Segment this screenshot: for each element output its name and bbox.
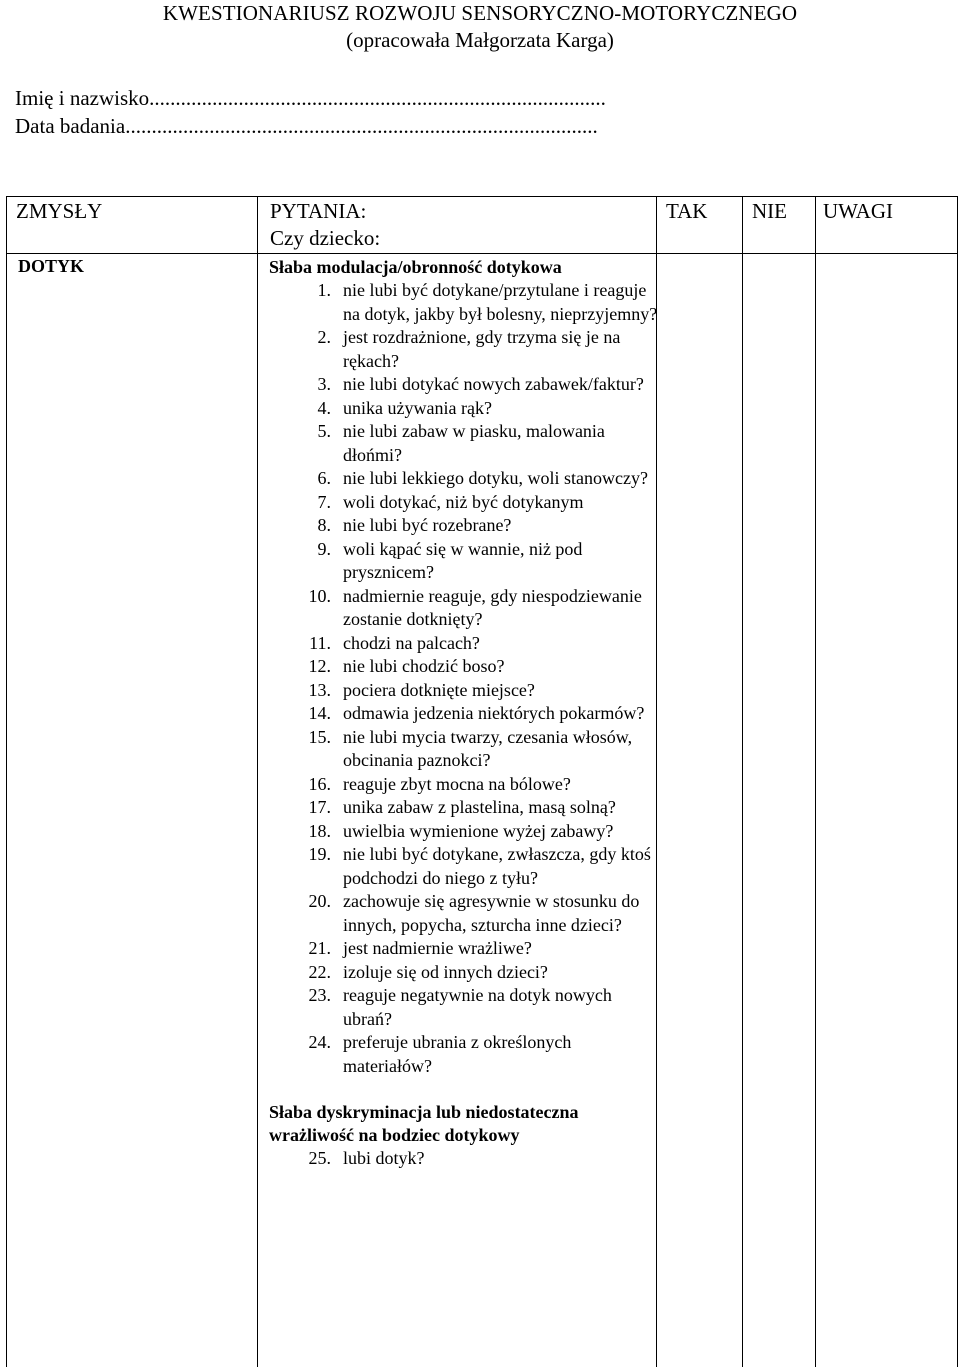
question-item — [269, 796, 664, 820]
questionnaire-table — [6, 196, 958, 1367]
question-item — [269, 326, 664, 373]
question-number: 24. — [308, 1032, 331, 1052]
question-number: 11. — [309, 632, 331, 653]
column-divider — [815, 197, 816, 1367]
question-list — [269, 279, 664, 1078]
question-text: nie lubi być dotykane/przytulane i reaguje na dotyk, jakby był bolesny, nieprzyjemny? — [343, 280, 658, 324]
question-list — [269, 1147, 664, 1171]
question-number: 15. — [308, 726, 331, 747]
question-number: 6. — [317, 468, 331, 488]
section-touch: DOTYK — [18, 256, 85, 276]
question-item — [269, 538, 664, 585]
question-item — [269, 491, 664, 515]
question-text: jest nadmiernie wrażliwe? — [343, 938, 532, 958]
questions-column — [269, 256, 664, 1171]
question-item — [269, 373, 664, 397]
question-number: 4. — [317, 397, 331, 418]
question-item — [269, 1147, 664, 1171]
date-field-line[interactable]: Data badania.......................................................................................... — [15, 114, 598, 138]
question-number: 23. — [308, 985, 331, 1005]
question-text: pociera dotknięte miejsce? — [343, 679, 535, 700]
question-text: uwielbia wymienione wyżej zabawy? — [343, 820, 614, 841]
question-number: 7. — [317, 491, 331, 512]
question-item — [269, 773, 664, 797]
question-text: unika używania rąk? — [343, 397, 492, 418]
question-number: 22. — [308, 961, 331, 982]
header-notes: UWAGI — [823, 199, 893, 223]
header-row-divider — [7, 253, 957, 254]
header-questions-sub: Czy dziecko: — [270, 226, 381, 250]
question-number: 17. — [308, 797, 331, 817]
question-text: preferuje ubrania z określonych materiałów? — [343, 1032, 572, 1076]
question-text: lubi dotyk? — [343, 1148, 425, 1168]
question-text: jest rozdrażnione, gdy trzyma się je na rękach? — [343, 327, 621, 371]
column-divider — [742, 197, 743, 1367]
header-no: NIE — [752, 199, 787, 223]
question-text: nie lubi być rozebrane? — [343, 515, 512, 535]
subsection-heading: Słaba modulacja/obronność dotykowa — [269, 257, 562, 277]
question-number: 18. — [308, 820, 331, 841]
question-number: 16. — [308, 773, 331, 794]
question-number: 19. — [308, 844, 331, 864]
question-number: 3. — [317, 374, 331, 394]
question-item — [269, 702, 664, 726]
question-text: nie lubi zabaw w piasku, malowania dłońmi? — [343, 421, 605, 465]
question-item — [269, 632, 664, 656]
name-field-line[interactable]: Imię i nazwisko....................................................................................... — [15, 86, 606, 110]
document-subtitle: (opracowała Małgorzata Karga) — [346, 28, 614, 52]
question-number: 9. — [317, 538, 331, 559]
question-item — [269, 937, 664, 961]
question-item — [269, 820, 664, 844]
question-item — [269, 514, 664, 538]
question-number: 1. — [317, 280, 331, 300]
question-item — [269, 890, 664, 937]
header-yes: TAK — [666, 199, 708, 223]
question-item — [269, 397, 664, 421]
header-senses: ZMYSŁY — [16, 199, 103, 223]
question-number: 21. — [308, 938, 331, 958]
question-text: woli dotykać, niż być dotykanym — [343, 491, 584, 512]
question-text: reaguje negatywnie na dotyk nowych ubrań? — [343, 985, 612, 1029]
question-item — [269, 1031, 664, 1078]
question-number: 25. — [308, 1148, 331, 1168]
question-item — [269, 585, 664, 632]
question-number: 10. — [308, 585, 331, 606]
question-number: 8. — [317, 515, 331, 535]
question-text: woli kąpać się w wannie, niż pod prysznicem? — [343, 538, 583, 582]
question-item — [269, 467, 664, 491]
question-text: chodzi na palcach? — [343, 632, 480, 653]
question-number: 14. — [308, 703, 331, 723]
subsection-heading: Słaba dyskryminacja lub niedostateczna wrażliwość na bodziec dotykowy — [269, 1102, 579, 1145]
question-text: nie lubi być dotykane, zwłaszcza, gdy ktoś podchodzi do niego z tyłu? — [343, 844, 651, 888]
question-text: nie lubi dotykać nowych zabawek/faktur? — [343, 374, 644, 394]
question-number: 2. — [317, 327, 331, 347]
question-text: odmawia jedzenia niektórych pokarmów? — [343, 703, 645, 723]
question-text: izoluje się od innych dzieci? — [343, 961, 548, 982]
column-divider — [257, 197, 258, 1367]
question-number: 20. — [308, 891, 331, 911]
header-questions: PYTANIA: — [270, 199, 367, 223]
question-number: 12. — [308, 656, 331, 676]
question-text: unika zabaw z plastelina, masą solną? — [343, 797, 616, 817]
question-item — [269, 279, 664, 326]
question-item — [269, 679, 664, 703]
document-title: KWESTIONARIUSZ ROZWOJU SENSORYCZNO-MOTORYCZNEGO — [162, 1, 798, 25]
question-item — [269, 843, 664, 890]
question-text: reaguje zbyt mocna na bólowe? — [343, 773, 571, 794]
question-text: nie lubi mycia twarzy, czesania włosów, obcinania paznokci? — [343, 726, 633, 770]
question-text: nadmiernie reaguje, gdy niespodziewanie zostanie dotknięty? — [343, 585, 642, 629]
question-text: zachowuje się agresywnie w stosunku do innych, popycha, szturcha inne dzieci? — [343, 891, 640, 935]
question-number: 5. — [317, 421, 331, 441]
question-text: nie lubi lekkiego dotyku, woli stanowczy? — [343, 468, 648, 488]
question-item — [269, 984, 664, 1031]
question-text: nie lubi chodzić boso? — [343, 656, 505, 676]
question-item — [269, 961, 664, 985]
question-item — [269, 420, 664, 467]
question-item — [269, 726, 664, 773]
question-item — [269, 655, 664, 679]
question-number: 13. — [308, 679, 331, 700]
